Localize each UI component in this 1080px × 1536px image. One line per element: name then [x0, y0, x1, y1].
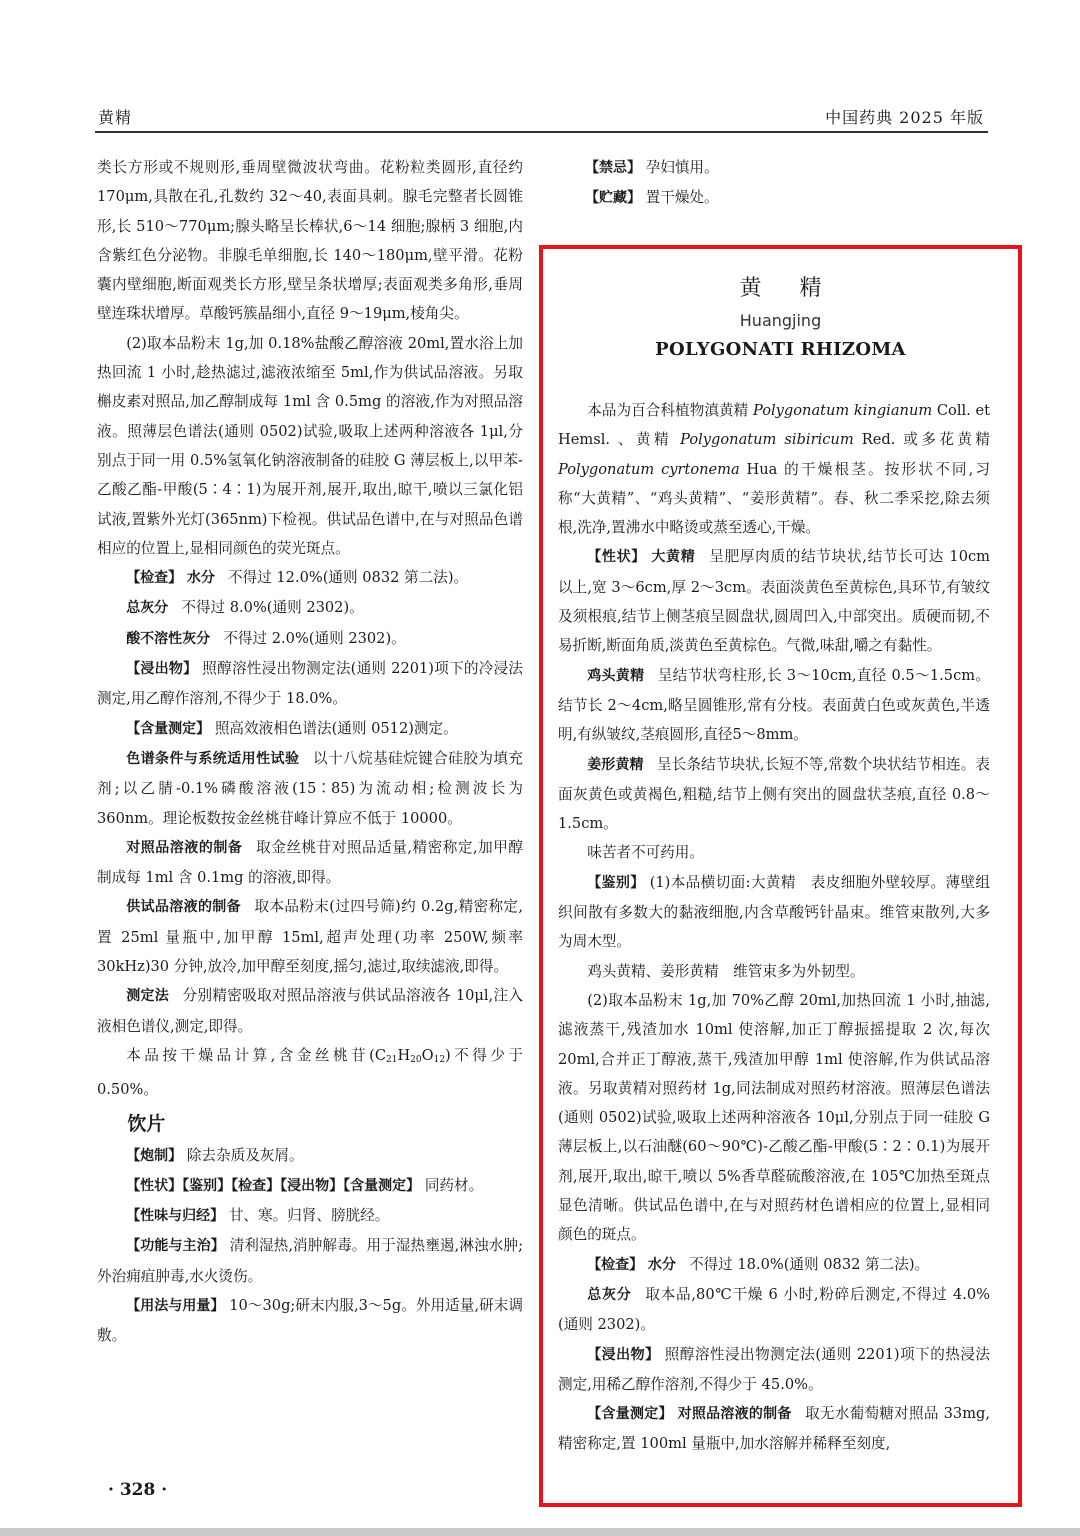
paragraph: 【功能与主治】 清利湿热,消肿解毒。用于湿热壅遏,淋浊水肿;外治痈疽肿毒,水火烫伤。: [97, 1237, 524, 1285]
sub-label: 大黄精: [651, 549, 696, 566]
species-name: Polygonatum cyrtonema: [558, 460, 740, 478]
paragraph: 总灰分 不得过 8.0%(通则 2302)。: [126, 599, 364, 617]
section-label: 【功能与主治】: [126, 1238, 225, 1255]
sub-label: 鸡头黄精: [587, 667, 645, 684]
section-label: 【浸出物】: [587, 1346, 660, 1363]
paragraph: (2)取本品粉末 1g,加 0.18%盐酸乙醇溶液 20ml,置水浴上加热回流 1 小时,趁热滤过,滤液浓缩至 5ml,作为供试品溶液。另取槲皮素对照品,加乙醇制成每 1ml 含 0.5mg 的溶液,作为对照品溶液。照薄层色谱法(通则 0502)试验,吸取上述两种溶液各 1μl,分别点于同一用 0.5%氢氧化钠溶液制备的硅胶 G 薄层板上,以甲苯-乙酸乙酯-甲酸(5∶4∶1)为展开剂,展开,取出,晾干,喷以三氯化铝试液,置紫外光灯(365nm)下检视。供试品色谱中,在与对照品色谱相应的位置上,显相同颜色的荧光斑点。: [97, 334, 523, 557]
sub-label: 供试品溶液的制备: [126, 899, 242, 916]
section-label: 【检查】: [587, 1256, 644, 1273]
monograph-body: [558, 396, 990, 1459]
sub-label: 测定法: [126, 988, 170, 1005]
header-rule: [95, 131, 988, 133]
viewer-background-strip: [0, 1528, 1080, 1536]
section-label: 【贮藏】: [585, 190, 641, 207]
section-label: 【禁忌】: [585, 160, 641, 176]
paragraph: 酸不溶性灰分 不得过 2.0%(通则 2302)。: [126, 629, 406, 647]
paragraph-description: 【性状】 大黄精 呈肥厚肉质的结节块状,结节长可达 10cm 以上,宽 3～6cm,厚 2～3cm。表面淡黄色至黄棕色,具环节,有皱纹及须根痕,结节上侧茎痕呈圆盘状,圆周凹入,中部突出。质硬而韧,不易折断,断面角质,淡黄色至黄棕色。气微,味甜,嚼之有黏性。: [558, 548, 990, 655]
section-label: 【浸出物】: [126, 661, 198, 678]
sub-label: 总灰分: [587, 1286, 632, 1303]
paragraph: 对照品溶液的制备 取金丝桃苷对照品适量,精密称定,加甲醇制成每 1ml 含 0.1mg 的溶液,即得。: [97, 838, 524, 887]
monograph-title-cn: 黄精: [739, 276, 860, 301]
paragraph-storage: 【贮藏】 置干燥处。: [585, 189, 719, 207]
paragraph: 【性状】【鉴别】【检查】【浸出物】【含量测定】 同药材。: [126, 1176, 484, 1194]
paragraph: 【性味与归经】 甘、寒。归肾、膀胱经。: [126, 1207, 390, 1225]
section-label: 【含量测定】: [126, 720, 211, 737]
section-label: 【用法与用量】: [126, 1297, 225, 1314]
paragraph-source: 本品为百合科植物滇黄精 Polygonatum kingianum Coll. et Hemsl. 、黄精 Polygonatum sibiricum Red. 或多花黄精 Polygonatum cyrtonema Hua 的干燥根茎。按形状不同,习称“大黄精”、“鸡头黄精”、“姜形黄精”。春、秋二季采挖,除去须根,洗净,置沸水中略烫或蒸至透心,干燥。: [558, 402, 991, 537]
sub-label: 总灰分: [126, 600, 169, 617]
paragraph: 鸡头黄精 呈结节状弯柱形,长 3～10cm,直径 0.5～1.5cm。结节长 2～4cm,略呈圆锥形,常有分枝。表面黄白色或灰黄色,半透明,有纵皱纹,茎痕圆形,直径5～8mm。: [558, 666, 990, 744]
section-label: 【鉴别】: [587, 874, 645, 891]
paragraph: 鸡头黄精、姜形黄精 维管束多为外韧型。: [587, 962, 865, 980]
section-label: 【性状】【鉴别】【检查】【浸出物】【含量测定】: [126, 1177, 421, 1194]
paragraph: 味苦者不可药用。: [587, 844, 704, 862]
paragraph: 类长方形或不规则形,垂周壁微波状弯曲。花粉粒类圆形,直径约 170μm,具散在孔,孔数约 32～40,表面具刺。腺毛完整者长圆锥形,长 510～770μm;腺头略呈长棒状,6～14 细胞;腺柄 3 细胞,内含紫红色分泌物。非腺毛单细胞,长 140～180μm,壁平滑。花粉囊内壁细胞,断面观类长方形,壁呈条状增厚;表面观类多角形,垂周壁连珠状增厚。草酸钙簇晶细小,直径 9～19μm,棱角尖。: [97, 159, 523, 323]
monograph-title-pinyin: Huangjing: [739, 311, 822, 330]
section-label: 【性味与归经】: [126, 1208, 225, 1225]
paragraph-extract: 【浸出物】 照醇溶性浸出物测定法(通则 2201)项下的热浸法测定,用稀乙醇作溶剂,不得少于 45.0%。: [558, 1345, 991, 1393]
sub-label: 酸不溶性灰分: [126, 630, 211, 647]
paragraph-identification: 【鉴别】 (1)本品横切面:大黄精 表皮细胞外壁较厚。薄壁组织间散有多数大的黏液细胞,内含草酸钙针晶束。维管束散列,大多为周木型。: [558, 873, 990, 951]
section-label: 【含量测定】: [587, 1406, 673, 1423]
paragraph-contraindication: 【禁忌】 孕妇慎用。: [585, 159, 719, 176]
paragraph: 【炮制】 除去杂质及灰屑。: [126, 1146, 304, 1164]
sub-label: 对照品溶液的制备: [677, 1406, 792, 1423]
section-label: 【炮制】: [126, 1147, 183, 1164]
paragraph-assay: 【含量测定】 照高效液相色谱法(通则 0512)测定。: [126, 719, 458, 737]
paragraph: 【用法与用量】 10～30g;研末内服,3～5g。外用适量,研末调敷。: [97, 1296, 524, 1345]
sub-label: 水分: [186, 570, 215, 587]
section-title-yinpian: 饮片: [127, 1112, 166, 1135]
running-head-title: 黄精: [98, 108, 133, 127]
highlight-box-monograph: [539, 245, 1022, 1507]
species-name: Polygonatum sibiricum: [680, 431, 854, 449]
sub-label: 对照品溶液的制备: [126, 839, 243, 856]
section-label: 【性状】: [587, 549, 646, 566]
page-number: · 328 ·: [108, 1480, 168, 1500]
paragraph-check: 【检查】 水分 不得过 12.0%(通则 0832 第二法)。: [126, 569, 469, 587]
sub-label: 水分: [647, 1256, 676, 1273]
paragraph: 色谱条件与系统适用性试验 以十八烷基硅烷键合硅胶为填充剂;以乙腈-0.1%磷酸溶液(15∶85)为流动相;检测波长为 360nm。理论板数按金丝桃苷峰计算应不低于 10000。: [97, 749, 523, 827]
species-name: Polygonatum kingianum: [752, 402, 933, 419]
monograph-title-latin: POLYGONATI RHIZOMA: [655, 339, 906, 360]
sub-label: 色谱条件与系统适用性试验: [126, 750, 300, 767]
section-label: 【检查】: [126, 570, 183, 587]
sub-label: 姜形黄精: [587, 756, 644, 773]
paragraph-assay: 【含量测定】 对照品溶液的制备 取无水葡萄糖对照品 33mg,精密称定,置 100ml 量瓶中,加水溶解并稀释至刻度,: [558, 1405, 991, 1453]
running-head-edition: 中国药典 2025 年版: [825, 108, 984, 127]
paragraph-check: 【检查】 水分 不得过 18.0%(通则 0832 第二法)。: [587, 1255, 930, 1273]
paragraph: 姜形黄精 呈长条结节块状,长短不等,常数个块状结节相连。表面灰黄色或黄褐色,粗糙,结节上侧有突出的圆盘状茎痕,直径 0.8～1.5cm。: [558, 755, 991, 833]
paragraph: (2)取本品粉末 1g,加 70%乙醇 20ml,加热回流 1 小时,抽滤,滤液蒸干,残渣加水 10ml 使溶解,加正丁醇振摇提取 2 次,每次 20ml,合并正丁醇液,蒸干,残渣加甲醇 1ml 使溶解,作为供试品溶液。另取黄精对照药材 1g,同法制成对照药材溶液。照薄层色谱法(通则 0502)试验,吸取上述两种溶液各 10μl,分别点于同一硅胶 G 薄层板上,以石油醚(60～90℃)-乙酸乙酯-甲酸(5∶2∶0.1)为展开剂,展开,取出,晾干,喷以 5%香草醛硫酸溶液,在 105℃加热至斑点显色清晰。供试品色谱中,在与对照药材色谱相应的位置上,显相同颜色的斑点。: [558, 991, 990, 1244]
left-column: [97, 153, 523, 1351]
paragraph: 供试品溶液的制备 取本品粉末(过四号筛)约 0.2g,精密称定,置 25ml 量瓶中,加甲醇 15ml,超声处理(功率 250W,频率 30kHz)30 分钟,放冷,加甲醇至刻度,摇匀,滤过,取续滤液,即得。: [97, 898, 524, 976]
paragraph-content-limit: 本品按干燥品计算,含金丝桃苷$(C_{21}H_{20}O_{12})$不得少于 0.50%。: [97, 1046, 523, 1099]
right-column-top: [585, 153, 1005, 214]
paragraph: 总灰分 取本品,80℃干燥 6 小时,粉碎后测定,不得过 4.0%(通则 2302)。: [558, 1285, 991, 1334]
paragraph: 测定法 分别精密吸取对照品溶液与供试品溶液各 10μl,注入液相色谱仪,测定,即得。: [97, 987, 523, 1035]
running-head: [98, 100, 984, 128]
paragraph-extract: 【浸出物】 照醇溶性浸出物测定法(通则 2201)项下的冷浸法测定,用乙醇作溶剂,不得少于 18.0%。: [97, 660, 524, 708]
